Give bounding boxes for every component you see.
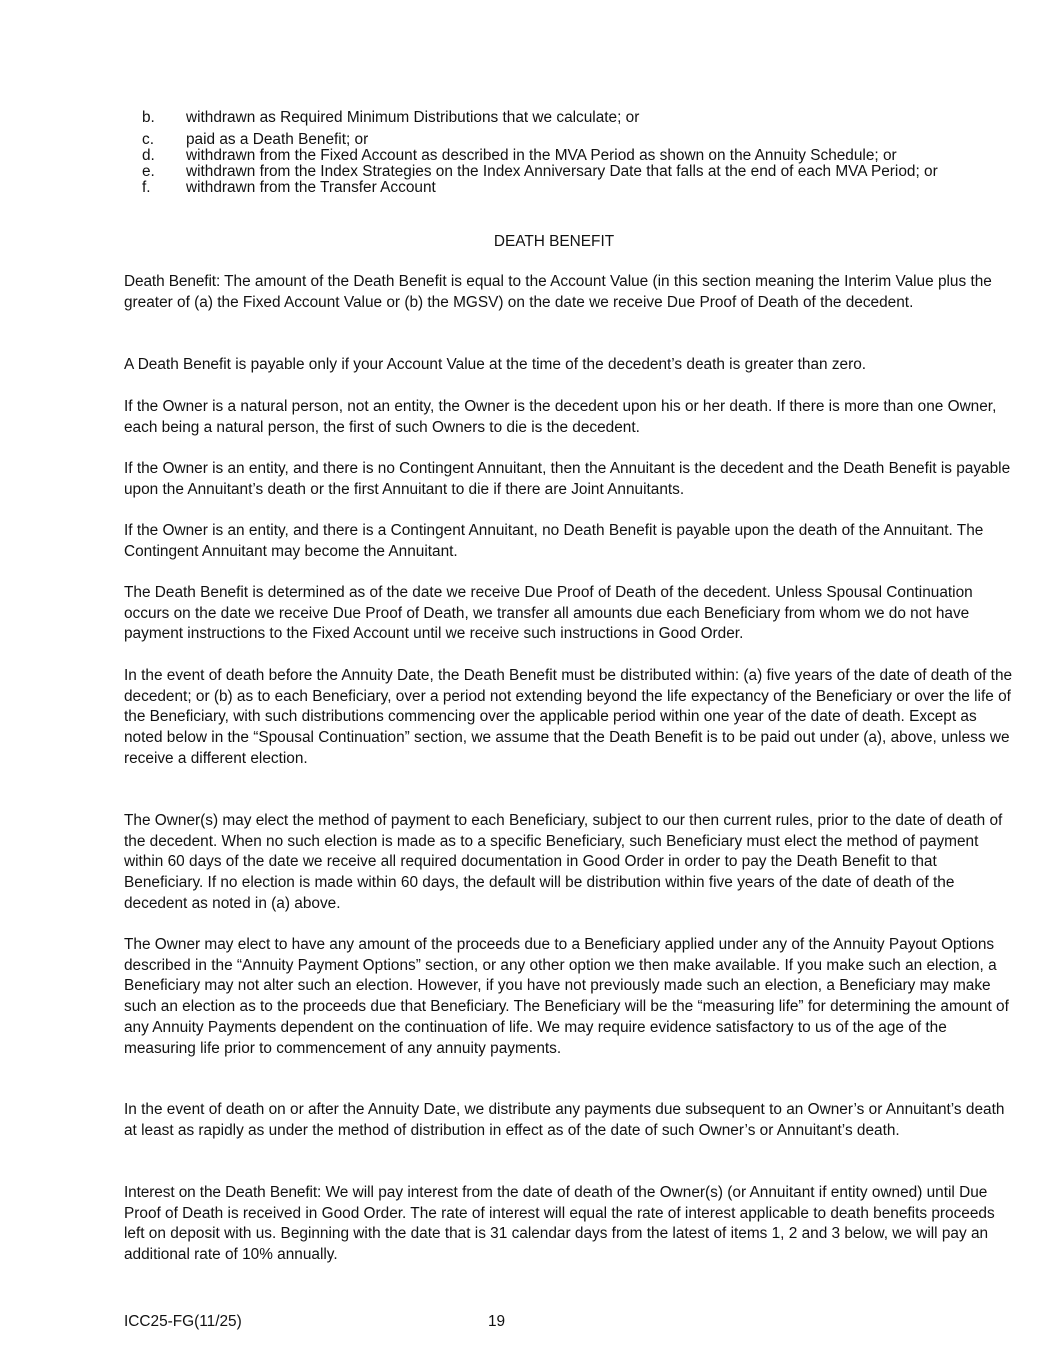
section-title: DEATH BENEFIT [493,233,615,250]
footer-form-id: ICC25-FG(11/25) [124,1313,242,1330]
list-marker: d. [142,147,155,164]
paragraph-label: Death Benefit: [124,273,221,290]
paragraph: The Death Benefit is determined as of the date we receive Due Proof of Death of the decedent. Unless Spousal Continuation occurs on the date we receive Due Proof of Death, we transfer all amounts due each Beneficiary from whom we do not have payment instructions to the Fixed Account until we receive such instructions in Good Order. [124,584,973,643]
list-marker: e. [142,163,155,180]
list-item [124,110,1004,126]
paragraph: If the Owner is a natural person, not an entity, the Owner is the decedent upon his or her death. If there is more than one Owner, each being a natural person, the first of such Owners to die is the decedent. [124,398,997,436]
list-item-text: withdrawn from the Transfer Account [186,179,436,196]
paragraph-label: Interest on the Death Benefit: [124,1184,322,1201]
paragraph: In the event of death on or after the Annuity Date, we distribute any payments due subsequent to an Owner’s or Annuitant’s death at least as rapidly as under the method of distribution in effect as of the date of such Owner’s or Annuitant’s death. [124,1101,1005,1139]
withdrawal-list [124,110,1004,196]
list-item-text: paid as a Death Benefit; or [186,131,369,148]
paragraph-text: We will pay interest from the date of death of the Owner(s) (or Annuitant if entity owned) until Due Proof of Death is received in Good Order. The rate of interest will equal the rate of interest applicable to death benefits proceeds left on deposit with us. Beginning with the date that is 31 calendar days from the latest of items 1, 2 and 3 below, we will pay an additional rate of 10% annually. [124,1184,995,1264]
paragraph: The Owner may elect to have any amount of the proceeds due to a Beneficiary applied under any of the Annuity Payout Options described in the “Annuity Payment Options” section, or any other option we then make available. If you make such an election, a Beneficiary may not alter such an election. However, if you have not previously made such an election, a Beneficiary may make such an election as to the proceeds due that Beneficiary. The Beneficiary will be the “measuring life” for determining the amount of any Annuity Payments dependent on the continuation of life. We may require evidence satisfactory to us of the age of the measuring life prior to commencement of any annuity payments. [124,936,1009,1057]
list-item-text: withdrawn from the Index Strategies on the Index Anniversary Date that falls at the end of each MVA Period; or [186,163,938,180]
list-marker: c. [142,131,154,148]
list-item [124,132,1004,148]
list-item-text: withdrawn as Required Minimum Distributions that we calculate; or [186,109,640,126]
list-item-text: withdrawn from the Fixed Account as described in the MVA Period as shown on the Annuity Schedule; or [186,147,897,164]
paragraph: If the Owner is an entity, and there is a Contingent Annuitant, no Death Benefit is payable upon the death of the Annuitant. The Contingent Annuitant may become the Annuitant. [124,522,984,560]
list-item [124,148,1004,164]
footer-page-number: 19 [488,1313,506,1330]
paragraph: In the event of death before the Annuity Date, the Death Benefit must be distributed within: (a) five years of the date of death of the decedent; or (b) as to each Beneficiary, over a period not extending beyond the life expectancy of the Beneficiary or over the life of the Beneficiary, with such distributions commencing over the applicable period within one year of the date of death. Except as noted below in the “Spousal Continuation” section, we assume that the Death Benefit is to be paid out under (a), above, unless we receive a different election. [124,667,1013,767]
list-marker: b. [142,109,155,126]
paragraph-death-benefit [124,272,1014,313]
list-item [124,180,1004,196]
paragraph: The Owner(s) may elect the method of payment to each Beneficiary, subject to our then current rules, prior to the date of death of the decedent. When no such election is made as to a specific Beneficiary, such Beneficiary must elect the method of payment within 60 days of the date we receive all required documentation in Good Order in order to pay the Death Benefit to that Beneficiary. If no election is made within 60 days, the default will be distribution within five years of the date of death of the decedent as noted in (a) above. [124,812,1003,912]
paragraph: If the Owner is an entity, and there is no Contingent Annuitant, then the Annuitant is the decedent and the Death Benefit is payable upon the Annuitant’s death or the first Annuitant to die if there are Joint Annuitants. [124,460,1011,498]
paragraph: A Death Benefit is payable only if your Account Value at the time of the decedent’s death is greater than zero. [124,356,867,373]
list-marker: f. [142,179,151,196]
list-item [124,164,1004,180]
paragraph-interest [124,1183,1014,1266]
paragraph-text: The amount of the Death Benefit is equal to the Account Value (in this section meaning the Interim Value plus the greater of (a) the Fixed Account Value or (b) the MGSV) on the date we receive Due Proof of Death of the decedent. [124,273,992,311]
